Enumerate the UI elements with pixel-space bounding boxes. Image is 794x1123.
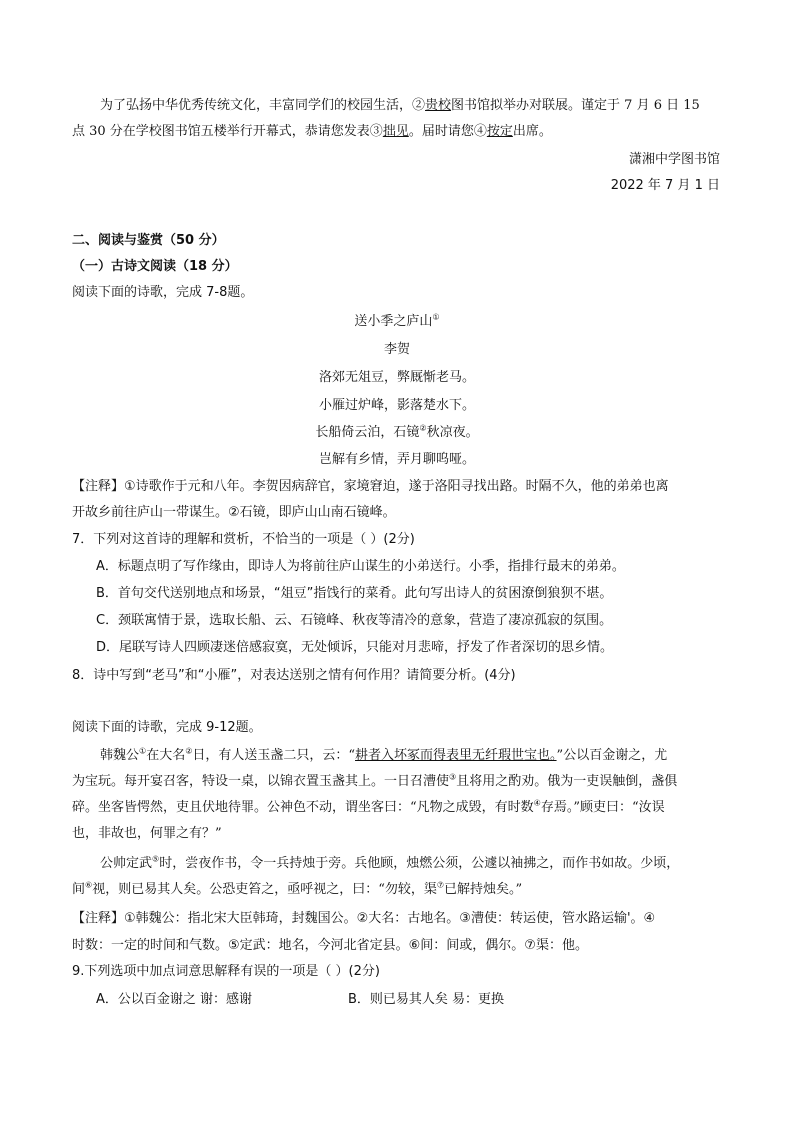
underlined-word: 按定 <box>486 124 513 139</box>
prose-line: 也，非故也，何罪之有？” <box>72 826 222 841</box>
prose-line <box>72 772 677 792</box>
footnote-marker: ③ <box>449 772 457 782</box>
letter-text: 图书馆拟举办对联展。谨定于 7 月 6 日 15 <box>451 98 700 113</box>
note-line: 时数：一定的时间和气数。⑤定武：地名，今河北省定县。⑥间：间或，偶尔。⑦渠：他。 <box>72 938 588 953</box>
letter-text: 。届时请您④ <box>408 124 487 139</box>
question-7-option-b: B．首句交代送别地点和场景，“俎豆”指饯行的菜肴。此句写出诗人的贫困潦倒狼狈不堪。 <box>96 586 613 601</box>
footnote-marker: ④ <box>533 798 541 808</box>
letter-date: 2022 年 7 月 1 日 <box>610 178 720 193</box>
note-line: 【注释】①韩魏公：指北宋大臣韩琦，封魏国公。②大名：古地名。③漕使：转运使，管水路运输'。④ <box>72 911 656 926</box>
prose-text: 为宝玩。每开宴召客，特设一桌，以锦衣置玉盏其上。一日召漕使 <box>72 774 450 789</box>
footnote-marker: ② <box>419 423 427 433</box>
poem-text: 长船倚云泊，石镜 <box>315 425 420 440</box>
prose-text: 已解持烛矣。” <box>444 882 523 897</box>
prose-text: 且将用之酌劝。俄为一吏误触倒，盏俱 <box>456 774 678 789</box>
letter-text: 点 30 分在学校图书馆五楼举行开幕式，恭请您发表③ <box>72 124 383 139</box>
poem-title <box>0 312 794 332</box>
underlined-word: 贵校 <box>425 98 452 113</box>
prose-text: 视，则已易其人矣。公恐吏笞之，亟呼视之，曰：“勿较，渠 <box>92 882 437 897</box>
prose-text: 在大名 <box>146 748 186 763</box>
prose-text: 时，尝夜作书，令一兵持烛于旁。兵他顾，烛燃公须，公遽以袖拂之，而作书如故。少顷， <box>159 856 680 871</box>
question-8-stem: 8．诗中写到“老马”和“小雁”，对表达送别之情有何作用？请简要分析。(4分) <box>72 668 516 683</box>
underlined-sentence: 耕者入坏冢而得表里无纤瑕世宝也。 <box>355 748 557 763</box>
footnote-marker: ⑦ <box>436 880 445 890</box>
prose-text: 日，有人送玉盏二只，云：“ <box>192 748 356 763</box>
question-9-option-b: B．则已易其人矣 易：更换 <box>348 992 505 1007</box>
underlined-word: 拙见 <box>382 124 409 139</box>
question-9-stem: 9.下列选项中加点词意思解释有误的一项是（ ）(2分) <box>72 964 380 979</box>
prose-text: 碎。坐客皆愕然，吏且伏地待罪。公神色不动，谓坐客曰：“凡物之成毁，有时数 <box>72 800 534 815</box>
poem-line <box>0 423 794 443</box>
note-line: 开故乡前往庐山一带谋生。②石镜，即庐山山南石镜峰。 <box>72 505 396 520</box>
instruction: 阅读下面的诗歌，完成 9-12题。 <box>72 720 262 735</box>
prose-line <box>72 880 522 900</box>
note-line: 【注释】①诗歌作于元和八年。李贺因病辞官，家境窘迫，遂于洛阳寻找出路。时隔不久，他的弟弟也离 <box>72 479 669 494</box>
footnote-marker: ① <box>139 746 147 756</box>
question-7-option-c: C．颈联寓情于景，选取长船、云、石镜峰、秋夜等清冷的意象，营造了凄凉孤寂的氛围。 <box>96 613 613 628</box>
poem-line: 洛郊无俎豆，弊厩惭老马。 <box>318 370 475 385</box>
letter-signer: 潇湘中学图书馆 <box>628 152 720 167</box>
question-9-option-a: A．公以百金谢之 谢：感谢 <box>96 992 253 1007</box>
section-heading: 二、阅读与鉴赏（50 分） <box>72 233 225 248</box>
prose-text: 间 <box>72 882 86 897</box>
poem-line: 小雁过炉峰，影落楚水下。 <box>318 398 475 413</box>
prose-text: 存焉。”顾吏曰：“汝误 <box>540 800 665 815</box>
subsection-heading: （一）古诗文阅读（18 分） <box>72 259 238 274</box>
letter-text: 出席。 <box>512 124 552 139</box>
footnote-marker: ② <box>185 746 193 756</box>
footnote-marker: ⑥ <box>85 880 93 890</box>
prose-line <box>72 798 665 818</box>
footnote-marker: ⑤ <box>152 854 160 864</box>
poem-title-text: 送小季之庐山 <box>354 314 433 329</box>
question-7-stem: 7．下列对这首诗的理解和赏析，不恰当的一项是（ ）(2分) <box>72 532 415 547</box>
prose-line <box>100 746 667 766</box>
question-7-option-a: A．标题点明了写作缘由，即诗人为将前往庐山谋生的小弟送行。小季，指排行最末的弟弟。 <box>96 559 625 574</box>
letter-text: 为了弘扬中华优秀传统文化，丰富同学们的校园生活，② <box>100 98 426 113</box>
prose-text: ”公以百金谢之，尤 <box>556 748 668 763</box>
poem-line: 岂解有乡情，弄月聊呜哑。 <box>318 452 475 467</box>
prose-line <box>100 854 679 874</box>
poem-author: 李贺 <box>383 342 410 357</box>
prose-text: 韩魏公 <box>100 748 140 763</box>
letter-line-1 <box>100 96 700 116</box>
question-7-option-d: D．尾联写诗人四顾凄迷倍感寂寞，无处倾诉，只能对月悲啼，抒发了作者深切的思乡情。 <box>96 640 614 655</box>
letter-line-2 <box>72 122 552 142</box>
prose-text: 公帅定武 <box>100 856 153 871</box>
instruction: 阅读下面的诗歌，完成 7-8题。 <box>72 285 254 300</box>
poem-text: 秋凉夜。 <box>426 425 479 440</box>
footnote-marker: ① <box>432 312 440 322</box>
